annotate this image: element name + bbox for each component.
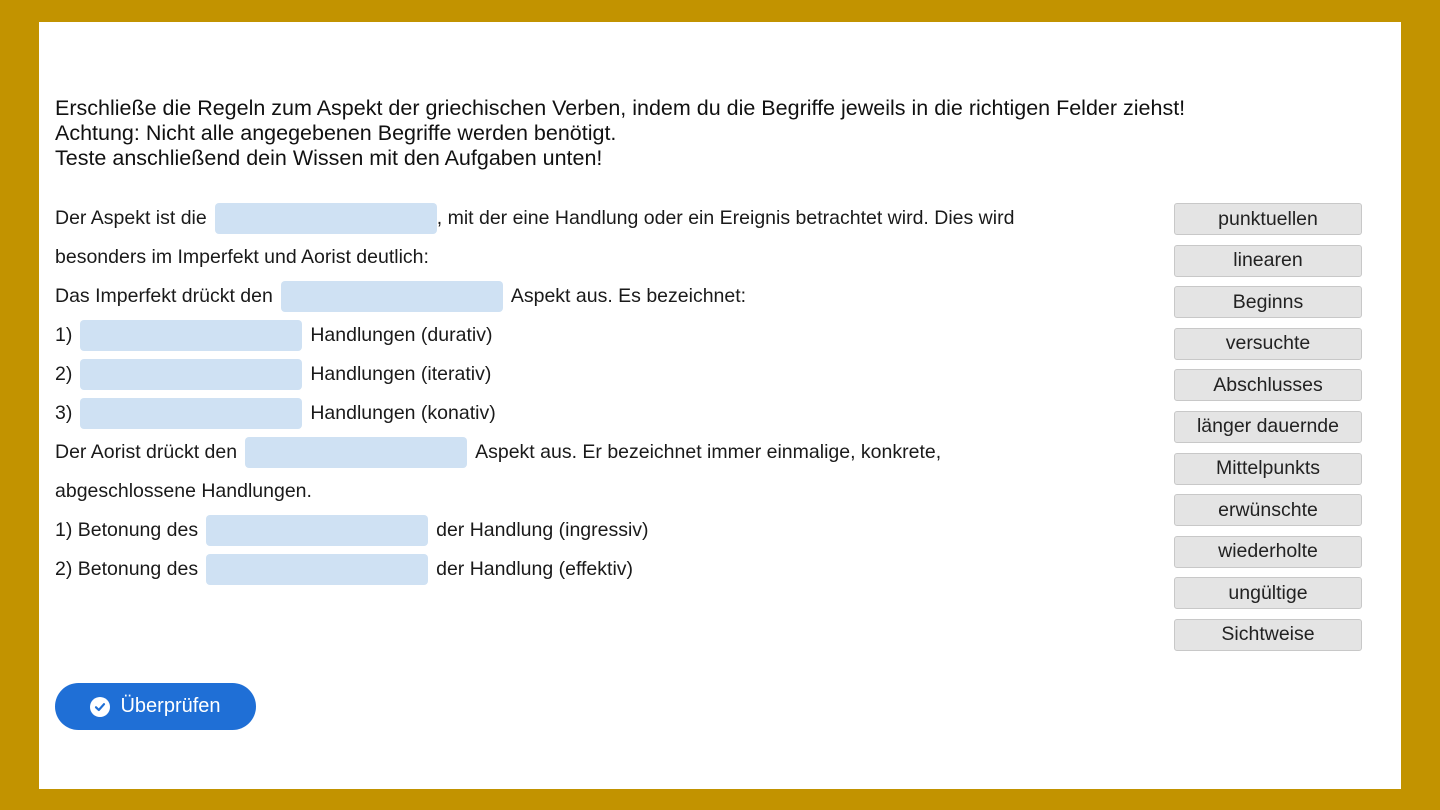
text-segment: , mit der eine Handlung oder ein Ereignis betrachtet wird. Dies wird	[436, 207, 1015, 229]
draggable-word[interactable]: Beginns	[1174, 286, 1362, 318]
cloze-line-9	[55, 511, 1145, 550]
drop-zone-7[interactable]	[206, 515, 428, 546]
instruction-line-1: Erschließe die Regeln zum Aspekt der griechischen Verben, indem du die Begriffe jeweils in die richtigen Felder ziehst!	[55, 96, 1186, 120]
text-segment: besonders im Imperfekt und Aorist deutlich:	[55, 246, 429, 268]
draggable-word[interactable]: linearen	[1174, 245, 1362, 277]
text-segment: 2) Betonung des	[55, 558, 199, 580]
draggable-word[interactable]: Sichtweise	[1174, 619, 1362, 651]
draggable-word[interactable]: erwünschte	[1174, 494, 1362, 526]
text-segment: 2)	[55, 363, 73, 385]
drop-zone-2[interactable]	[281, 281, 503, 312]
cloze-text	[55, 199, 1145, 589]
cloze-line-10	[55, 550, 1145, 589]
text-segment: Aspekt aus. Er bezeichnet immer einmalige, konkrete,	[475, 441, 942, 463]
cloze-line-2	[55, 238, 1145, 277]
cloze-line-6	[55, 394, 1145, 433]
text-segment: Handlungen (durativ)	[310, 324, 493, 346]
text-segment: Der Aspekt ist die	[55, 207, 207, 229]
drop-zone-3[interactable]	[80, 320, 302, 351]
instruction-line-2: Achtung: Nicht alle angegebenen Begriffe werden benötigt.	[55, 121, 617, 145]
draggable-word[interactable]: wiederholte	[1174, 536, 1362, 568]
text-segment: Handlungen (iterativ)	[310, 363, 492, 385]
drop-zone-8[interactable]	[206, 554, 428, 585]
instruction-line-3: Teste anschließend dein Wissen mit den Aufgaben unten!	[55, 146, 603, 170]
instructions	[55, 96, 1185, 171]
cloze-line-4	[55, 316, 1145, 355]
drop-zone-1[interactable]	[215, 203, 437, 234]
text-segment: 1) Betonung des	[55, 519, 199, 541]
cloze-line-8	[55, 472, 1145, 511]
draggable-word[interactable]: ungültige	[1174, 577, 1362, 609]
drop-zone-6[interactable]	[245, 437, 467, 468]
text-segment: Aspekt aus. Es bezeichnet:	[510, 285, 747, 307]
cloze-line-7	[55, 433, 1145, 472]
text-segment: 1)	[55, 324, 73, 346]
text-segment: der Handlung (ingressiv)	[436, 519, 649, 541]
cloze-line-3	[55, 277, 1145, 316]
text-segment: Der Aorist drückt den	[55, 441, 238, 463]
draggable-word[interactable]: länger dauernde	[1174, 411, 1362, 443]
text-segment: abgeschlossene Handlungen.	[55, 480, 312, 502]
check-button[interactable]	[55, 683, 256, 730]
check-button-label: Überprüfen	[120, 695, 221, 717]
text-segment: Das Imperfekt drückt den	[55, 285, 273, 307]
exercise-panel	[39, 22, 1401, 789]
draggable-word[interactable]: punktuellen	[1174, 203, 1362, 235]
text-segment: 3)	[55, 402, 73, 424]
drop-zone-5[interactable]	[80, 398, 302, 429]
cloze-line-1	[55, 199, 1145, 238]
word-bank	[1174, 203, 1364, 661]
text-segment: der Handlung (effektiv)	[436, 558, 634, 580]
text-segment: Handlungen (konativ)	[310, 402, 496, 424]
drop-zone-4[interactable]	[80, 359, 302, 390]
draggable-word[interactable]: Mittelpunkts	[1174, 453, 1362, 485]
draggable-word[interactable]: versuchte	[1174, 328, 1362, 360]
cloze-line-5	[55, 355, 1145, 394]
check-circle-icon	[90, 697, 110, 717]
draggable-word[interactable]: Abschlusses	[1174, 369, 1362, 401]
